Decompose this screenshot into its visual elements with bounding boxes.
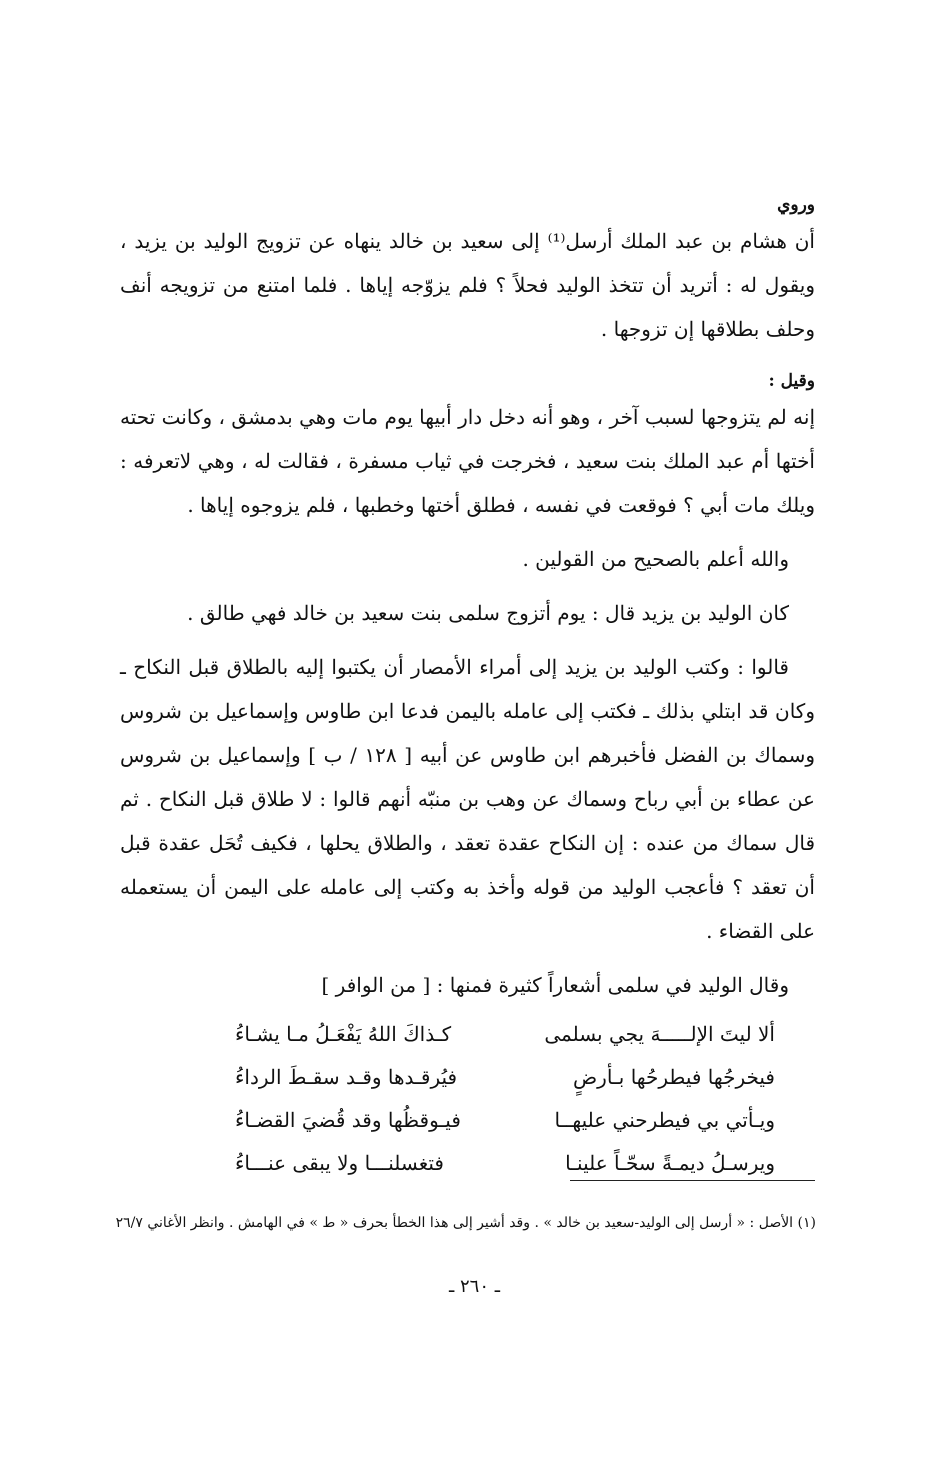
line-walid-oath: كان الوليد بن يزيد قال : يوم أتزوج سلمى بنت سعيد بن خالد فهي طالق .	[187, 601, 789, 625]
page-number: ـ ٢٦٠ ـ	[448, 1276, 500, 1297]
poem-intro: وقال الوليد في سلمى أشعاراً كثيرة فمنها : [ من الوافر ]	[321, 973, 789, 997]
verse-hemistich-second: فيُرقـدها وقـد سقـطَ الرداءُ	[235, 1065, 458, 1089]
page-body	[120, 195, 815, 1185]
verse-hemistich-second: كـذاكَ اللهُ يَفْعَـلُ مـا يشـاءُ	[235, 1022, 452, 1046]
verse-line	[235, 1142, 775, 1185]
verse-line	[235, 1099, 775, 1142]
paragraph-hisham: أن هشام بن عبد الملك أرسل⁽¹⁾ إلى سعيد بن خالد ينهاه عن تزويج الوليد بن يزيد ، ويقول له : أتريد أن تتخذ الوليد فحلاً ؟ فلم يزوّجه إياها . فلما امتنع من تزويجه أنف وحلف بطلاقها إن تزوجها .	[120, 229, 815, 341]
section-heading-wa-qila: وقيل :	[768, 371, 815, 391]
verse-line	[235, 1056, 775, 1099]
footnote: (١) الأصل : « أرسل إلى الوليد-سعيد بن خالد » . وقد أشير إلى هذا الخطأ بحرف « ط » في الهامش . وانظر الأغاني ٢٦/٧	[115, 1215, 816, 1231]
footnote-divider	[570, 1180, 815, 1181]
section-heading-warwi: وروي	[777, 195, 815, 215]
verse-hemistich-first: ويرسـلُ ديمـةً سحّـاً علينـا	[565, 1151, 775, 1175]
verse-hemistich-first: ألا ليتَ الإلـــــهَ يجي بسلمى	[544, 1022, 775, 1046]
line-allah-alam: والله أعلم بالصحيح من القولين .	[522, 547, 789, 571]
verse-hemistich-second: فتغسلنـــا ولا يبقى عنـــاءُ	[235, 1151, 444, 1175]
verse-hemistich-second: فيـوقظُها وقد قُضيَ القضـاءُ	[235, 1108, 461, 1132]
poem-verses	[235, 1013, 775, 1185]
verse-line	[235, 1013, 775, 1056]
verse-hemistich-first: ويـأتي بي فيطرحني عليهــا	[554, 1108, 775, 1132]
verse-hemistich-first: فيخرجُها فيطرحُها بـأرضٍ	[572, 1065, 775, 1089]
paragraph-qalu: قالوا : وكتب الوليد بن يزيد إلى أمراء الأمصار أن يكتبوا إليه بالطلاق قبل النكاح ـ وكان قد ابتلي بذلك ـ فكتب إلى عامله باليمن فدعا ابن طاوس وإسماعيل بن شروس وسماك بن الفضل فأخبرهم ابن طاوس عن أبيه [ ١٢٨ / ب ] وإسماعيل بن شروس عن عطاء بن أبي رباح وسماك عن وهب بن منبّه أنهم قالوا : لا طلاق قبل النكاح . ثم قال سماك من عنده : إن النكاح عقدة تعقد ، والطلاق يحلها ، فكيف تُحَل عقدة قبل أن تعقد ؟ فأعجب الوليد من قوله وأخذ به وكتب إلى عامله على اليمن أن يستعمله على القضاء .	[120, 655, 815, 943]
paragraph-another-reason: إنه لم يتزوجها لسبب آخر ، وهو أنه دخل دار أبيها يوم مات وهي بدمشق ، وكانت تحته أختها أم عبد الملك بنت سعيد ، فخرجت في ثياب مسفرة ، فقالت له ، وهي لاتعرفه : ويلك مات أبي ؟ فوقعت في نفسه ، فطلق أختها وخطبها ، فلم يزوجوه إياها .	[120, 405, 815, 517]
